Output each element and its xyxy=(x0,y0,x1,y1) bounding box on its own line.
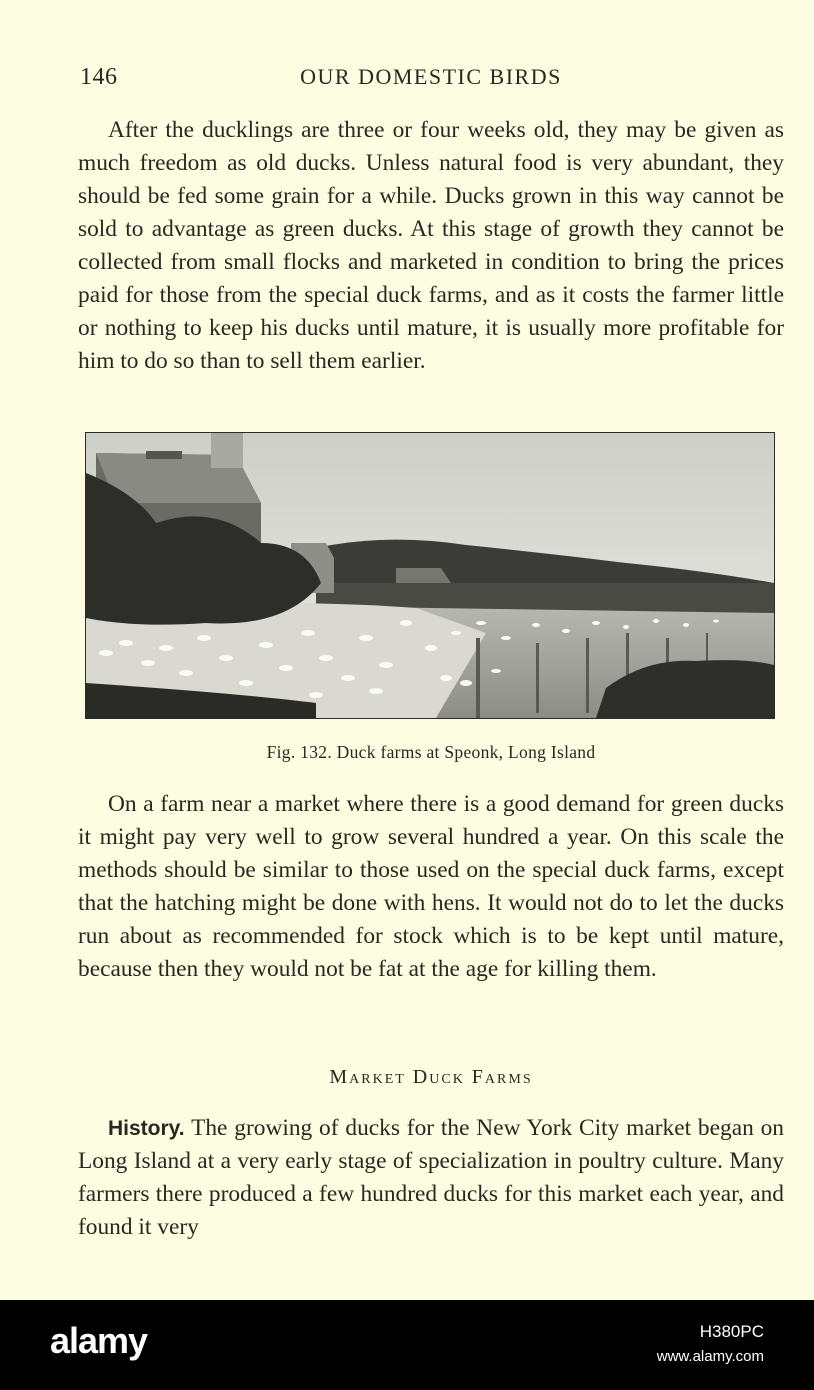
image-id: H380PC xyxy=(699,1322,764,1341)
footer-url: www.alamy.com xyxy=(656,1348,764,1365)
page-number: 146 xyxy=(80,64,118,90)
paragraph-ducklings-freedom xyxy=(78,114,784,378)
paragraph-text: The growing of ducks for the New York City market began on Long Island at a very early stage of specialization in poultry culture. Many farmers there produced a few hundred ducks for this market each year, and found it very xyxy=(78,1115,784,1240)
runin-heading: History. xyxy=(108,1117,185,1140)
watermark-footer xyxy=(0,1300,814,1390)
paragraph-history xyxy=(78,1112,784,1244)
alamy-logo: alamy xyxy=(50,1320,148,1361)
figure-caption: Fig. 132. Duck farms at Speonk, Long Island xyxy=(266,742,596,762)
duck-farm-photograph xyxy=(85,432,775,719)
duck-farm-illustration xyxy=(86,433,774,718)
section-heading: Market Duck Farms xyxy=(329,1066,533,1088)
paragraph-text: On a farm near a market where there is a good demand for green ducks it might pay very well to grow several hundred a year. On this scale the methods should be similar to those used on the special duck farms, except that the hatching might be done with hens. It would not do to let the ducks run about as recommended for stock which is to be kept until mature, because then they would not be fat at the age for killing them. xyxy=(78,791,784,982)
running-head xyxy=(78,64,784,96)
paragraph-text: After the ducklings are three or four weeks old, they may be given as much freedom as old ducks. Unless natural food is very abundant, they should be fed some grain for a while. Ducks grown in this way cannot be sold to advantage as green ducks. At this stage of growth they cannot be collected from small flocks and marketed in condition to bring the prices paid for those from the special duck farms, and as it costs the farmer little or nothing to keep his ducks until mature, it is usually more profitable for him to do so than to sell them earlier. xyxy=(78,117,784,374)
paragraph-green-ducks xyxy=(78,788,784,986)
running-head-title: OUR DOMESTIC BIRDS xyxy=(300,64,562,89)
